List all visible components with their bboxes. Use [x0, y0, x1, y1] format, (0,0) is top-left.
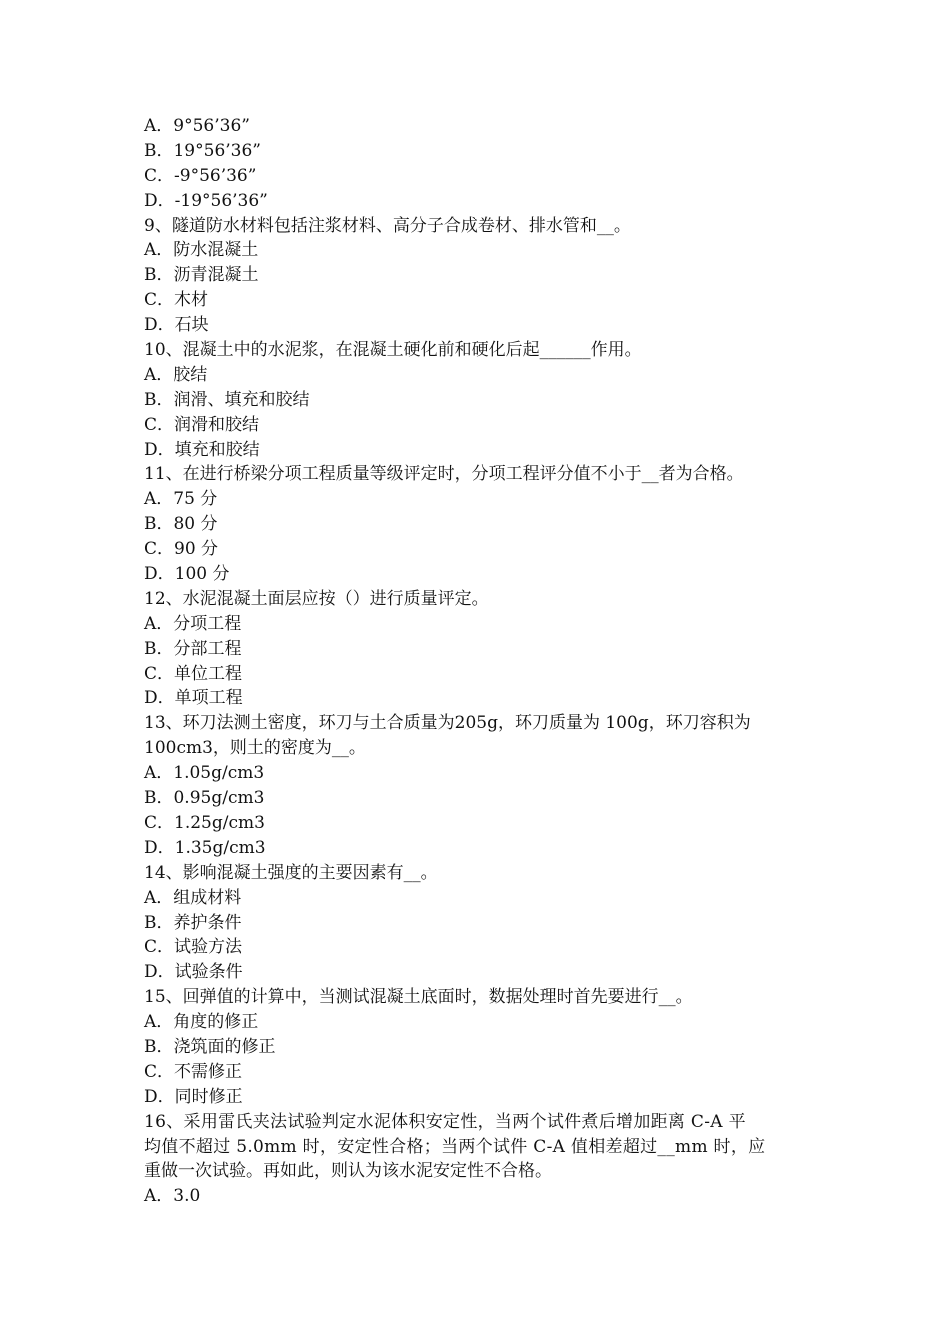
option-line: C．试验方法 [144, 937, 243, 958]
option-line: C．1.25g/cm3 [144, 812, 265, 833]
option-line: A．9°56’36” [144, 116, 250, 136]
option-line: C．-9°56’36” [144, 165, 257, 186]
option-line: C．90 分 [144, 539, 219, 560]
option-line: A．75 分 [144, 489, 218, 510]
option-line: C．单位工程 [144, 663, 243, 684]
document-body [144, 114, 808, 1209]
option-line: B．19°56’36” [144, 140, 261, 161]
option-line: B．0.95g/cm3 [144, 788, 265, 809]
option-line: B．浇筑面的修正 [144, 1036, 276, 1057]
option-line: A．角度的修正 [144, 1012, 259, 1033]
option-line: D．单项工程 [144, 688, 243, 709]
option-line: D．填充和胶结 [144, 439, 260, 460]
option-line: D．-19°56’36” [144, 190, 268, 211]
option-line: D．石块 [144, 315, 209, 336]
question-13-continued: 100cm3，则土的密度为__。 [144, 738, 366, 759]
option-line: C．润滑和胶结 [144, 414, 260, 435]
option-line: D．试验条件 [144, 962, 243, 983]
option-line: C．木材 [144, 290, 209, 311]
question-11: 11、在进行桥梁分项工程质量等级评定时，分项工程评分值不小于__者为合格。 [144, 464, 744, 485]
option-line: D．100 分 [144, 564, 230, 585]
option-line: A．3.0 [144, 1186, 201, 1207]
option-line: B．沥青混凝土 [144, 265, 259, 286]
question-10: 10、混凝土中的水泥浆，在混凝土硬化前和硬化后起______作用。 [144, 340, 642, 361]
option-line: A．分项工程 [144, 613, 242, 634]
option-line: B．养护条件 [144, 912, 242, 933]
option-line: A．1.05g/cm3 [144, 763, 265, 784]
question-14: 14、影响混凝土强度的主要因素有__。 [144, 862, 438, 883]
question-12: 12、水泥混凝土面层应按（）进行质量评定。 [144, 588, 489, 609]
option-line: B．分部工程 [144, 638, 242, 659]
question-15: 15、回弹值的计算中，当测试混凝土底面时，数据处理时首先要进行__。 [144, 987, 693, 1008]
question-16-continued: 均值不超过 5.0mm 时，安定性合格；当两个试件 C-A 值相差超过__mm 时，应 [144, 1136, 766, 1157]
question-13: 13、环刀法测土密度，环刀与土合质量为205g，环刀质量为 100g，环刀容积为 [144, 713, 751, 734]
option-line: C．不需修正 [144, 1061, 243, 1082]
question-16: 16、采用雷氏夹法试验判定水泥体积安定性，当两个试件煮后增加距离 C-A 平 [144, 1111, 746, 1132]
option-line: A．防水混凝土 [144, 240, 259, 261]
option-line: D．同时修正 [144, 1086, 243, 1107]
option-line: B．80 分 [144, 514, 218, 535]
option-line: D．1.35g/cm3 [144, 837, 266, 858]
question-9: 9、隧道防水材料包括注浆材料、高分子合成卷材、排水管和__。 [144, 215, 631, 236]
option-line: B．润滑、填充和胶结 [144, 389, 310, 410]
option-line: A．胶结 [144, 364, 208, 385]
option-line: A．组成材料 [144, 887, 242, 908]
question-16-continued: 重做一次试验。再如此，则认为该水泥安定性不合格。 [144, 1161, 552, 1182]
